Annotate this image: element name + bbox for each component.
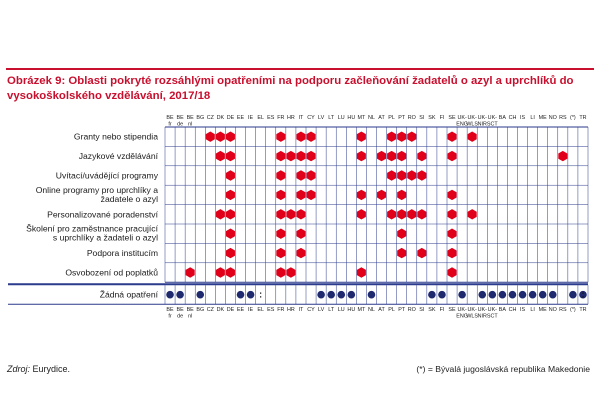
marker-uk-wls (468, 132, 477, 142)
column-label: LU (337, 307, 345, 314)
no-measure-(*) (569, 291, 577, 299)
marker-hr (286, 209, 295, 219)
column-label: (*) (570, 115, 576, 121)
column-label: NL (368, 115, 375, 121)
column-label-sub: fr (168, 313, 172, 320)
no-measure-ee (237, 291, 245, 299)
marker-se (448, 248, 457, 258)
no-measure-ba (499, 291, 507, 299)
column-label: HU (347, 307, 356, 314)
marker-cy (307, 190, 316, 200)
column-label: UK- (467, 307, 477, 314)
no-measure-hu (348, 291, 356, 299)
column-label-sub: WLS (466, 313, 479, 320)
column-label: IE (248, 115, 254, 121)
marker-pl (387, 151, 396, 161)
column-label: NO (548, 115, 557, 121)
column-label: IT (298, 115, 304, 121)
marker-pt (397, 209, 406, 219)
marker-de (226, 209, 235, 219)
column-label-sub: ENG (456, 121, 468, 128)
marker-se (448, 190, 457, 200)
column-label: FR (277, 307, 285, 314)
column-label: SK (428, 115, 436, 121)
no-measure-ie (247, 291, 255, 299)
marker-dk (216, 267, 225, 277)
column-label: IS (519, 115, 526, 121)
column-label: UK- (457, 307, 467, 314)
marker-at (377, 151, 386, 161)
column-label: PL (388, 307, 395, 314)
marker-de (226, 267, 235, 277)
column-label: LU (337, 115, 345, 121)
column-label: SK (428, 307, 436, 314)
column-label: FI (439, 307, 445, 314)
no-measure-fi (438, 291, 446, 299)
row-label: Osvobození od poplatků (65, 267, 158, 278)
column-label: LT (328, 115, 335, 121)
marker-fr (276, 151, 285, 161)
row-label: Personalizované poradenství (47, 209, 158, 220)
column-label: PT (398, 307, 406, 314)
marker-mt (357, 151, 366, 161)
column-label: UK- (477, 307, 487, 314)
column-label-sub: NIR (477, 121, 487, 128)
marker-at (377, 190, 386, 200)
column-label-sub: WLS (466, 121, 479, 128)
column-label: ME (538, 307, 547, 314)
column-label: CY (307, 307, 315, 314)
row-label-no-measures: Žádná opatření (99, 289, 158, 300)
marker-it (296, 151, 305, 161)
column-label: PL (388, 115, 395, 121)
not-available-marker: : (259, 289, 263, 300)
row-label: Školení pro zaměstnance pracující (26, 223, 158, 234)
marker-pl (387, 209, 396, 219)
column-label: SE (448, 307, 456, 314)
marker-si (417, 209, 426, 219)
marker-it (296, 248, 305, 258)
no-measure-is (519, 291, 527, 299)
column-label: BE (176, 307, 184, 314)
column-label: RO (407, 307, 416, 314)
column-label: LI (530, 115, 535, 121)
column-label: UK- (457, 115, 467, 121)
marker-it (296, 170, 305, 180)
no-measure-me (539, 291, 547, 299)
column-label-sub: de (177, 313, 184, 320)
column-label-sub: SCT (486, 313, 498, 320)
column-label: BG (196, 115, 205, 121)
column-label: CZ (206, 307, 214, 314)
marker-de (226, 229, 235, 239)
source-label: Zdroj: (7, 364, 31, 374)
no-measure-be-fr (166, 291, 174, 299)
row-label: Jazykové vzdělávání (78, 151, 158, 162)
column-label-sub: NIR (477, 313, 487, 320)
column-label-sub: ENG (456, 313, 468, 320)
column-label: TR (579, 307, 587, 314)
column-label: DK (216, 307, 225, 314)
column-label: EL (257, 307, 264, 314)
marker-se (448, 267, 457, 277)
marker-fr (276, 229, 285, 239)
column-label: SI (419, 307, 425, 314)
column-label: BA (498, 115, 506, 121)
column-label: MT (357, 307, 366, 314)
marker-de (226, 248, 235, 258)
marker-mt (357, 190, 366, 200)
column-label: (*) (570, 307, 576, 314)
column-label: MT (357, 115, 366, 121)
column-label: ES (267, 307, 275, 314)
column-label: ES (267, 115, 275, 121)
marker-mt (357, 267, 366, 277)
column-label: PT (398, 115, 406, 121)
column-label-sub: nl (188, 313, 193, 320)
column-label: IE (248, 307, 254, 314)
marker-fr (276, 267, 285, 277)
marker-fr (276, 248, 285, 258)
row-label: Podpora institucím (86, 248, 158, 259)
column-label: TR (579, 115, 587, 121)
column-label: BA (498, 307, 506, 314)
column-label: EL (257, 115, 264, 121)
column-label-sub: nl (188, 121, 193, 128)
marker-si (417, 248, 426, 258)
marker-it (296, 190, 305, 200)
marker-pt (397, 248, 406, 258)
marker-ro (407, 170, 416, 180)
column-label: UK- (487, 307, 497, 314)
marker-fr (276, 170, 285, 180)
marker-cy (307, 151, 316, 161)
column-label-sub: SCT (486, 121, 498, 128)
marker-pt (397, 229, 406, 239)
marker-fr (276, 209, 285, 219)
column-label: CH (508, 307, 517, 314)
row-label: žadatele o azyl (100, 193, 158, 204)
column-label: NO (548, 307, 557, 314)
marker-de (226, 190, 235, 200)
no-measure-lu (337, 291, 345, 299)
marker-se (448, 209, 457, 219)
column-label-sub: de (177, 121, 184, 128)
column-label: CZ (206, 115, 214, 121)
marker-cy (307, 170, 316, 180)
row-label: s uprchlíky a žadateli o azyl (52, 232, 158, 243)
column-label: BE (186, 307, 194, 314)
column-label: EE (236, 307, 245, 314)
marker-si (417, 170, 426, 180)
marker-dk (216, 209, 225, 219)
no-measure-uk-sct (489, 291, 497, 299)
column-label: HR (286, 307, 295, 314)
marker-pt (397, 151, 406, 161)
column-label: BG (196, 307, 205, 314)
column-label: CY (307, 115, 315, 121)
footnote: (*) = Bývalá jugoslávská republika Makedonie (416, 364, 590, 374)
marker-mt (357, 132, 366, 142)
marker-de (226, 170, 235, 180)
column-label: IS (519, 307, 526, 314)
marker-ro (407, 132, 416, 142)
marker-hr (286, 151, 295, 161)
marker-se (448, 229, 457, 239)
marker-rs (558, 151, 567, 161)
no-measure-li (529, 291, 537, 299)
column-label: DK (216, 115, 225, 121)
column-label-sub: fr (168, 121, 172, 128)
no-measure-no (549, 291, 557, 299)
source-line (7, 364, 70, 374)
no-measure-bg (196, 291, 204, 299)
column-label: IT (298, 307, 304, 314)
source-value: Eurydice. (32, 364, 71, 374)
no-measure-uk-eng (458, 291, 466, 299)
marker-fr (276, 132, 285, 142)
column-label: NL (368, 307, 375, 314)
figure-title: Obrázek 9: Oblasti pokryté rozsáhlými opatřeními na podporu začleňování žadatelů o azyl a uprchlíků do vysokoškolského vzdělávání, 2017/18 (7, 75, 574, 102)
column-label: AT (378, 307, 385, 314)
column-label: UK- (487, 115, 497, 121)
no-measure-sk (428, 291, 436, 299)
no-measure-be-de (176, 291, 184, 299)
marker-it (296, 229, 305, 239)
column-label: DE (226, 307, 235, 314)
column-label: AT (378, 115, 385, 121)
marker-pt (397, 170, 406, 180)
no-measure-lt (327, 291, 335, 299)
column-label: UK- (467, 115, 477, 121)
marker-it (296, 209, 305, 219)
column-label: ME (538, 115, 547, 121)
marker-pl (387, 170, 396, 180)
marker-pt (397, 132, 406, 142)
no-measure-uk-nir (478, 291, 486, 299)
column-label: LV (318, 115, 325, 121)
marker-pl (387, 132, 396, 142)
column-label: FR (277, 115, 285, 121)
column-label: FI (439, 115, 445, 121)
marker-cy (307, 132, 316, 142)
no-measure-ch (509, 291, 517, 299)
row-label: Uvítací/uvádějící programy (55, 170, 158, 181)
column-label: RO (407, 115, 416, 121)
column-label: SE (448, 115, 456, 121)
marker-hr (286, 267, 295, 277)
marker-de (226, 151, 235, 161)
column-label: HR (286, 115, 295, 121)
column-label: BE (166, 115, 174, 121)
column-label: LT (328, 307, 335, 314)
marker-de (226, 132, 235, 142)
marker-dk (216, 132, 225, 142)
not-available-marker: : (581, 289, 585, 300)
marker-fr (276, 190, 285, 200)
column-label: LI (530, 307, 535, 314)
column-label: DE (226, 115, 235, 121)
column-label: BE (166, 307, 174, 314)
column-label: RS (559, 307, 567, 314)
column-label: BE (186, 115, 194, 121)
column-label: SI (419, 115, 425, 121)
no-measure-lv (317, 291, 325, 299)
column-label: CH (508, 115, 517, 121)
marker-si (417, 151, 426, 161)
marker-se (448, 151, 457, 161)
row-label: Online programy pro uprchlíky a (35, 184, 158, 195)
marker-it (296, 132, 305, 142)
column-label: BE (176, 115, 184, 121)
column-label: EE (236, 115, 245, 121)
row-label: Granty nebo stipendia (73, 131, 158, 142)
no-measure-nl (368, 291, 376, 299)
marker-se (448, 132, 457, 142)
marker-mt (357, 209, 366, 219)
marker-pt (397, 190, 406, 200)
column-label: RS (559, 115, 567, 121)
marker-be-nl (186, 267, 195, 277)
column-label: HU (347, 115, 356, 121)
marker-uk-wls (468, 209, 477, 219)
column-label: UK- (477, 115, 487, 121)
column-label: LV (318, 307, 325, 314)
marker-cz (206, 132, 215, 142)
marker-ro (407, 209, 416, 219)
marker-dk (216, 151, 225, 161)
